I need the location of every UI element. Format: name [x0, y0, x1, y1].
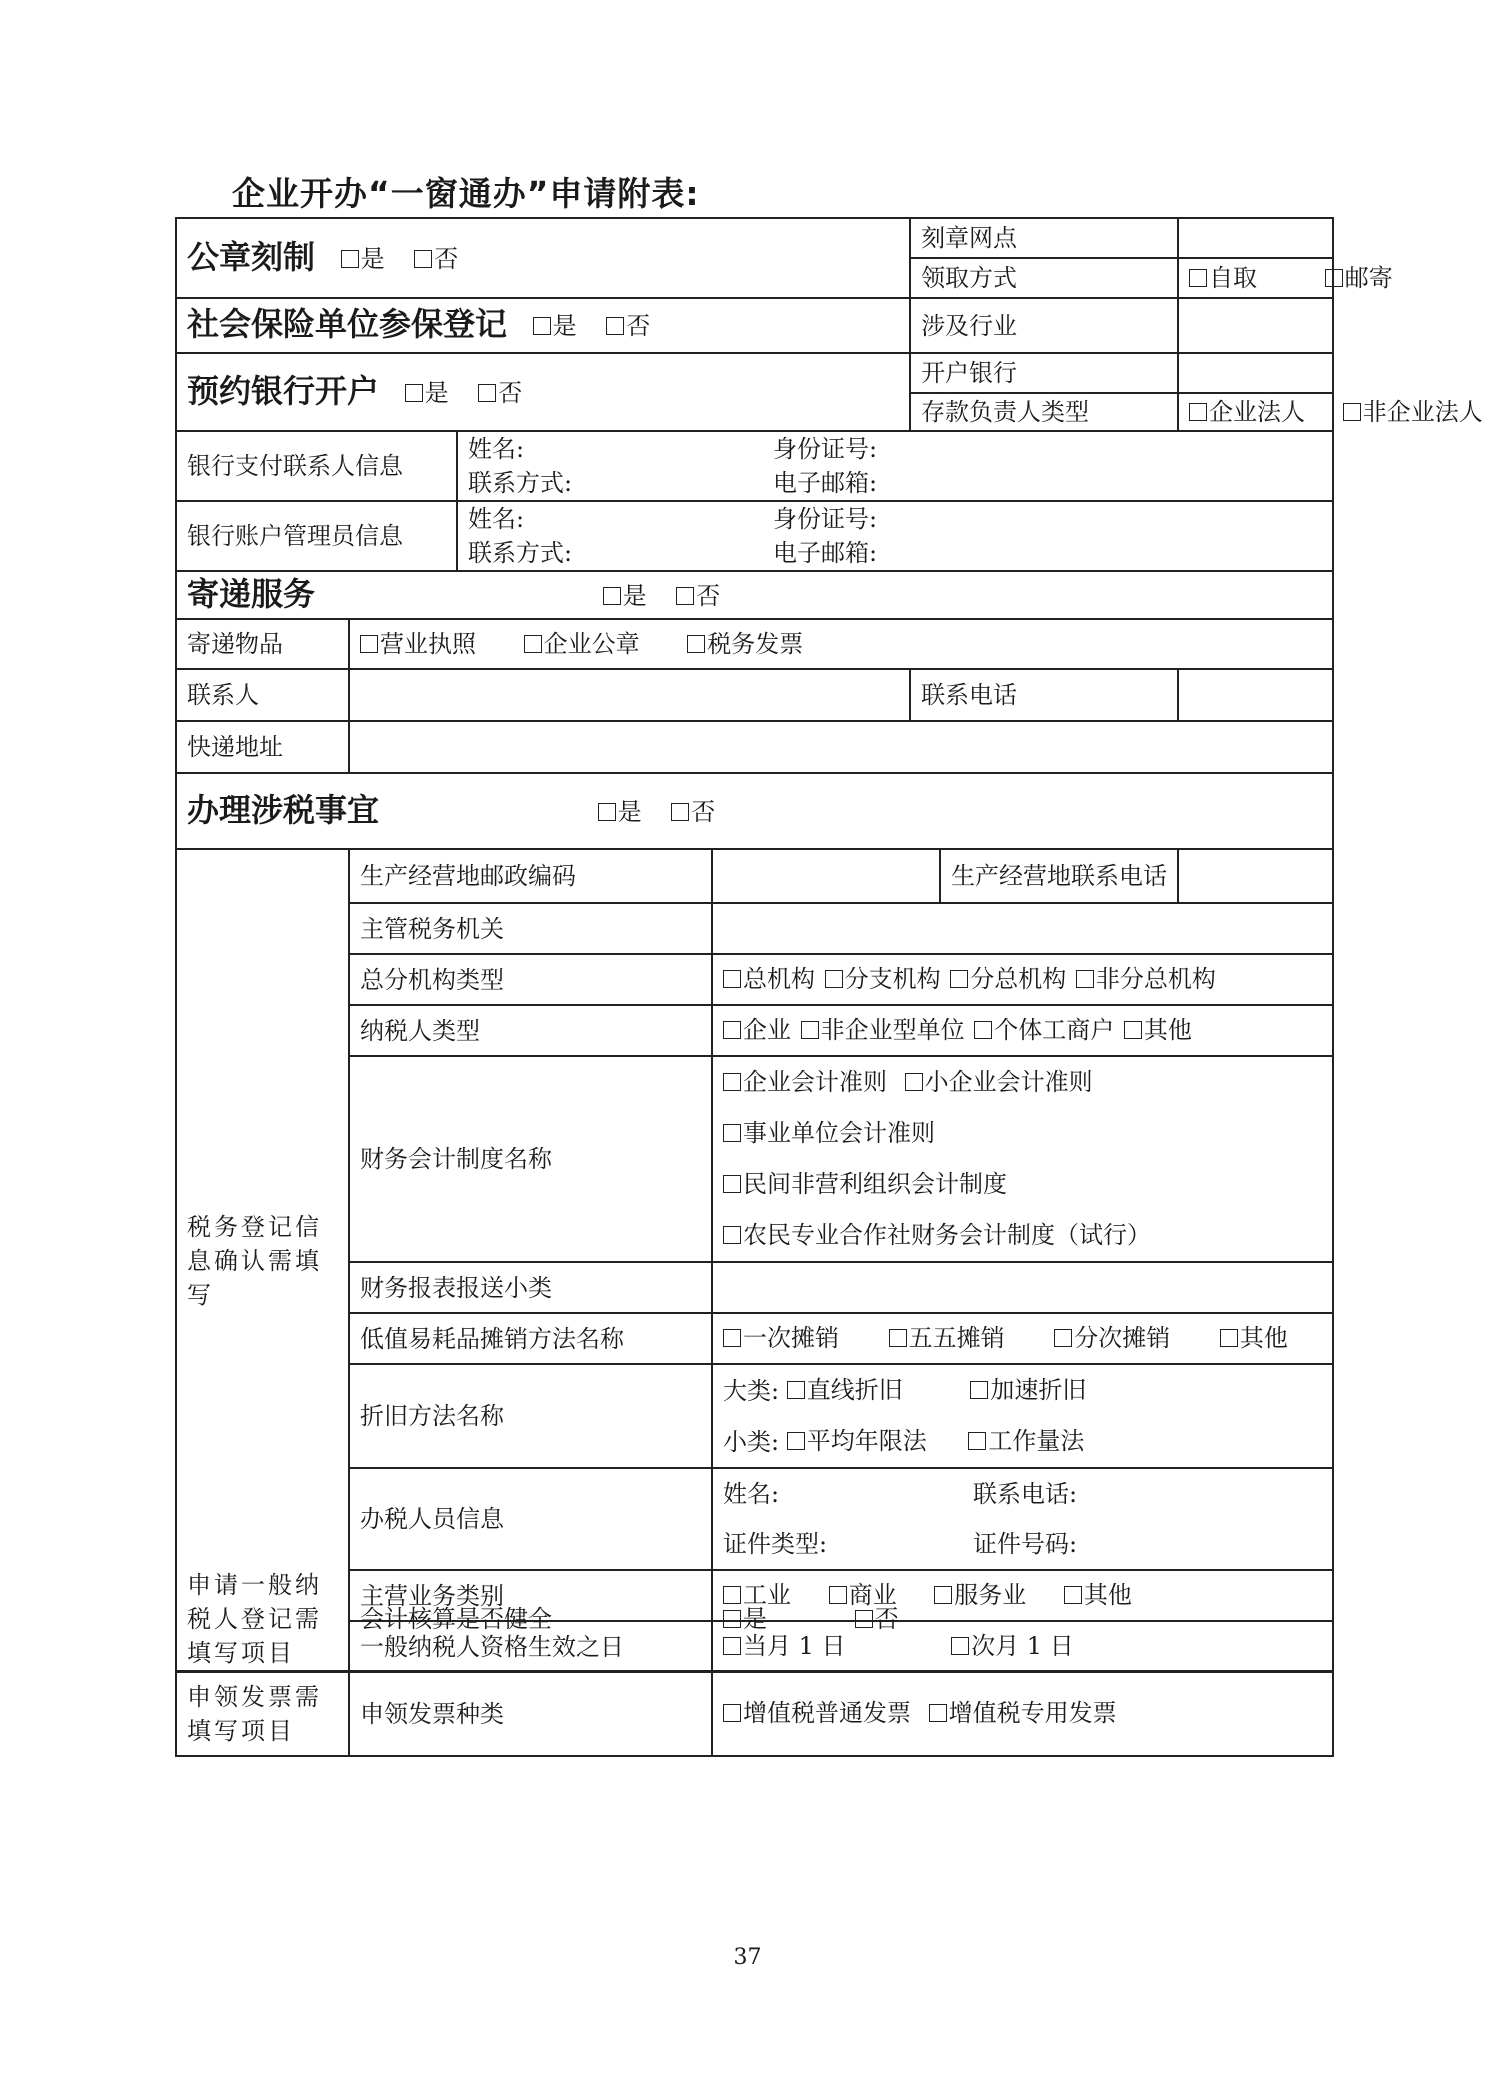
bank-section — [176, 353, 910, 431]
branch-type-options — [712, 954, 1333, 1005]
industry-field[interactable] — [1178, 298, 1333, 353]
accounting-public-checkbox[interactable]: 事业单位会计准则 — [723, 1108, 935, 1158]
deposit-type-label: 存款负责人类型 — [910, 393, 1178, 431]
business-commerce-checkbox[interactable]: 商业 — [829, 1578, 897, 1612]
effective-date-label: 一般纳税人资格生效之日 — [349, 1621, 712, 1672]
mail-contact-field[interactable] — [349, 669, 910, 721]
bank-name-label: 开户银行 — [910, 353, 1178, 393]
accounting-sound-no-checkbox[interactable]: 否 — [855, 1602, 899, 1636]
general-taxpayer-table — [175, 1568, 1334, 1757]
seal-section — [176, 218, 910, 298]
pickup-label: 领取方式 — [910, 258, 1178, 298]
seal-site-field[interactable] — [1178, 218, 1333, 258]
application-form-table — [175, 217, 1483, 1723]
branch-type-label: 总分机构类型 — [349, 954, 712, 1005]
general-group-label: 申请一般纳税人登记需填写项目 — [176, 1568, 349, 1671]
branch-sub-checkbox[interactable]: 分支机构 — [825, 962, 941, 996]
pickup-options — [1178, 258, 1393, 298]
report-category-field[interactable] — [712, 1262, 1333, 1313]
tax-group-label: 税务登记信息确认需填写 — [176, 849, 349, 1672]
page-number: 37 — [733, 1945, 762, 1970]
tax-section — [176, 773, 1333, 849]
mail-phone-label: 联系电话 — [910, 669, 1178, 721]
account-admin-fields[interactable]: 姓名: 联系方式: 身份证号: 电子邮箱: — [457, 501, 1333, 571]
tax-authority-label: 主管税务机关 — [349, 903, 712, 954]
depreciation-label: 折旧方法名称 — [349, 1364, 712, 1468]
business-industry-checkbox[interactable]: 工业 — [723, 1578, 791, 1612]
taxpayer-type-options — [712, 1005, 1333, 1056]
mail-label: 寄递服务 — [187, 574, 316, 613]
dep-workload-checkbox[interactable]: 工作量法 — [968, 1416, 1084, 1466]
invoice-type-options — [712, 1671, 1333, 1756]
dep-average-checkbox[interactable]: 平均年限法 — [787, 1416, 927, 1466]
accounting-enterprise-checkbox[interactable]: 企业会计准则 — [723, 1057, 887, 1107]
mail-section — [176, 571, 1333, 619]
depreciation-options: 大类: 直线折旧 加速折旧 小类: 平均年限法 工作量法 — [712, 1364, 1333, 1468]
mail-items-options — [349, 619, 1333, 669]
bank-name-field[interactable] — [1178, 353, 1333, 393]
consumables-options — [712, 1313, 1333, 1364]
business-other-checkbox[interactable]: 其他 — [1064, 1578, 1132, 1612]
effective-this-month-checkbox[interactable]: 当月 1 日 — [723, 1629, 846, 1663]
business-service-checkbox[interactable]: 服务业 — [934, 1578, 1026, 1612]
mail-no-checkbox[interactable]: 否 — [676, 579, 720, 613]
consumables-other-checkbox[interactable]: 其他 — [1220, 1321, 1288, 1355]
bank-yes-checkbox[interactable]: 是 — [405, 376, 449, 410]
tax-yes-checkbox[interactable]: 是 — [598, 795, 642, 829]
deposit-nonlegal-checkbox[interactable]: 非企业法人 — [1343, 395, 1483, 429]
mail-address-field[interactable] — [349, 721, 1333, 773]
mail-seal-checkbox[interactable]: 企业公章 — [524, 627, 640, 661]
social-section — [176, 298, 910, 353]
consumables-installment-checkbox[interactable]: 分次摊销 — [1054, 1321, 1170, 1355]
seal-no-checkbox[interactable]: 否 — [414, 242, 458, 276]
tax-no-checkbox[interactable]: 否 — [671, 795, 715, 829]
dep-straight-checkbox[interactable]: 直线折旧 — [787, 1365, 903, 1415]
taxpayer-enterprise-checkbox[interactable]: 企业 — [723, 1013, 791, 1047]
pickup-mail-checkbox[interactable]: 邮寄 — [1325, 261, 1393, 295]
accounting-sound-yes-checkbox[interactable]: 是 — [723, 1602, 767, 1636]
accounting-nonprofit-checkbox[interactable]: 民间非营利组织会计制度 — [723, 1159, 1007, 1209]
bank-no-checkbox[interactable]: 否 — [478, 376, 522, 410]
accounting-system-options — [712, 1056, 1333, 1262]
consumables-label: 低值易耗品摊销方法名称 — [349, 1313, 712, 1364]
accounting-sound-options — [712, 1568, 1333, 1671]
branch-mid-checkbox[interactable]: 分总机构 — [950, 962, 1066, 996]
invoice-group-label: 申领发票需填写项目 — [176, 1671, 349, 1756]
dep-accelerated-checkbox[interactable]: 加速折旧 — [970, 1365, 1086, 1415]
social-no-checkbox[interactable]: 否 — [606, 309, 650, 343]
effective-next-month-checkbox[interactable]: 次月 1 日 — [951, 1629, 1074, 1663]
mail-yes-checkbox[interactable]: 是 — [603, 579, 647, 613]
consumables-once-checkbox[interactable]: 一次摊销 — [723, 1321, 839, 1355]
consumables-half-checkbox[interactable]: 五五摊销 — [889, 1321, 1005, 1355]
branch-head-checkbox[interactable]: 总机构 — [723, 962, 815, 996]
tax-staff-label: 办税人员信息 — [349, 1468, 712, 1570]
industry-label: 涉及行业 — [910, 298, 1178, 353]
accounting-sound-label: 会计核算是否健全 — [349, 1568, 712, 1671]
taxpayer-individual-checkbox[interactable]: 个体工商户 — [974, 1013, 1114, 1047]
taxpayer-other-checkbox[interactable]: 其他 — [1124, 1013, 1192, 1047]
production-phone-field[interactable] — [1178, 849, 1333, 903]
postcode-field[interactable] — [712, 849, 1178, 903]
mail-phone-field[interactable] — [1178, 669, 1333, 721]
branch-none-checkbox[interactable]: 非分总机构 — [1076, 962, 1216, 996]
taxpayer-nonenterprise-checkbox[interactable]: 非企业型单位 — [801, 1013, 965, 1047]
seal-yes-checkbox[interactable]: 是 — [341, 242, 385, 276]
page-title: 企业开办“一窗通办”申请附表: — [232, 174, 700, 213]
tax-label: 办理涉税事宜 — [187, 790, 380, 829]
tax-authority-field[interactable] — [712, 903, 1333, 954]
social-label: 社会保险单位参保登记 — [187, 305, 508, 343]
accounting-small-checkbox[interactable]: 小企业会计准则 — [905, 1057, 1093, 1107]
mail-invoice-checkbox[interactable]: 税务发票 — [687, 627, 803, 661]
payment-contact-fields[interactable]: 姓名: 联系方式: 身份证号: 电子邮箱: — [457, 431, 1333, 501]
accounting-coop-checkbox[interactable]: 农民专业合作社财务会计制度（试行） — [723, 1210, 1151, 1260]
pickup-self-checkbox[interactable]: 自取 — [1189, 261, 1257, 295]
deposit-type-options — [1178, 393, 1483, 431]
invoice-ordinary-checkbox[interactable]: 增值税普通发票 — [723, 1696, 911, 1730]
mail-items-label: 寄递物品 — [176, 619, 349, 669]
mail-contact-label: 联系人 — [176, 669, 349, 721]
seal-label: 公章刻制 — [187, 237, 316, 276]
taxpayer-type-label: 纳税人类型 — [349, 1005, 712, 1056]
bank-label: 预约银行开户 — [187, 371, 380, 410]
tax-staff-fields[interactable]: 姓名: 联系电话: 证件类型: 证件号码: — [712, 1468, 1333, 1570]
account-admin-label: 银行账户管理员信息 — [176, 501, 457, 571]
invoice-special-checkbox[interactable]: 增值税专用发票 — [929, 1696, 1117, 1730]
invoice-type-label: 申领发票种类 — [349, 1671, 712, 1756]
postcode-label: 生产经营地邮政编码 — [349, 849, 712, 903]
social-yes-checkbox[interactable]: 是 — [533, 309, 577, 343]
deposit-legal-checkbox[interactable]: 企业法人 — [1189, 395, 1305, 429]
mail-license-checkbox[interactable]: 营业执照 — [360, 627, 476, 661]
payment-contact-label: 银行支付联系人信息 — [176, 431, 457, 501]
seal-site-label: 刻章网点 — [910, 218, 1178, 258]
production-phone-label: 生产经营地联系电话 — [951, 862, 1168, 890]
business-type-label: 主营业务类别 — [349, 1570, 712, 1621]
report-category-label: 财务报表报送小类 — [349, 1262, 712, 1313]
accounting-system-label: 财务会计制度名称 — [349, 1056, 712, 1262]
mail-address-label: 快递地址 — [176, 721, 349, 773]
